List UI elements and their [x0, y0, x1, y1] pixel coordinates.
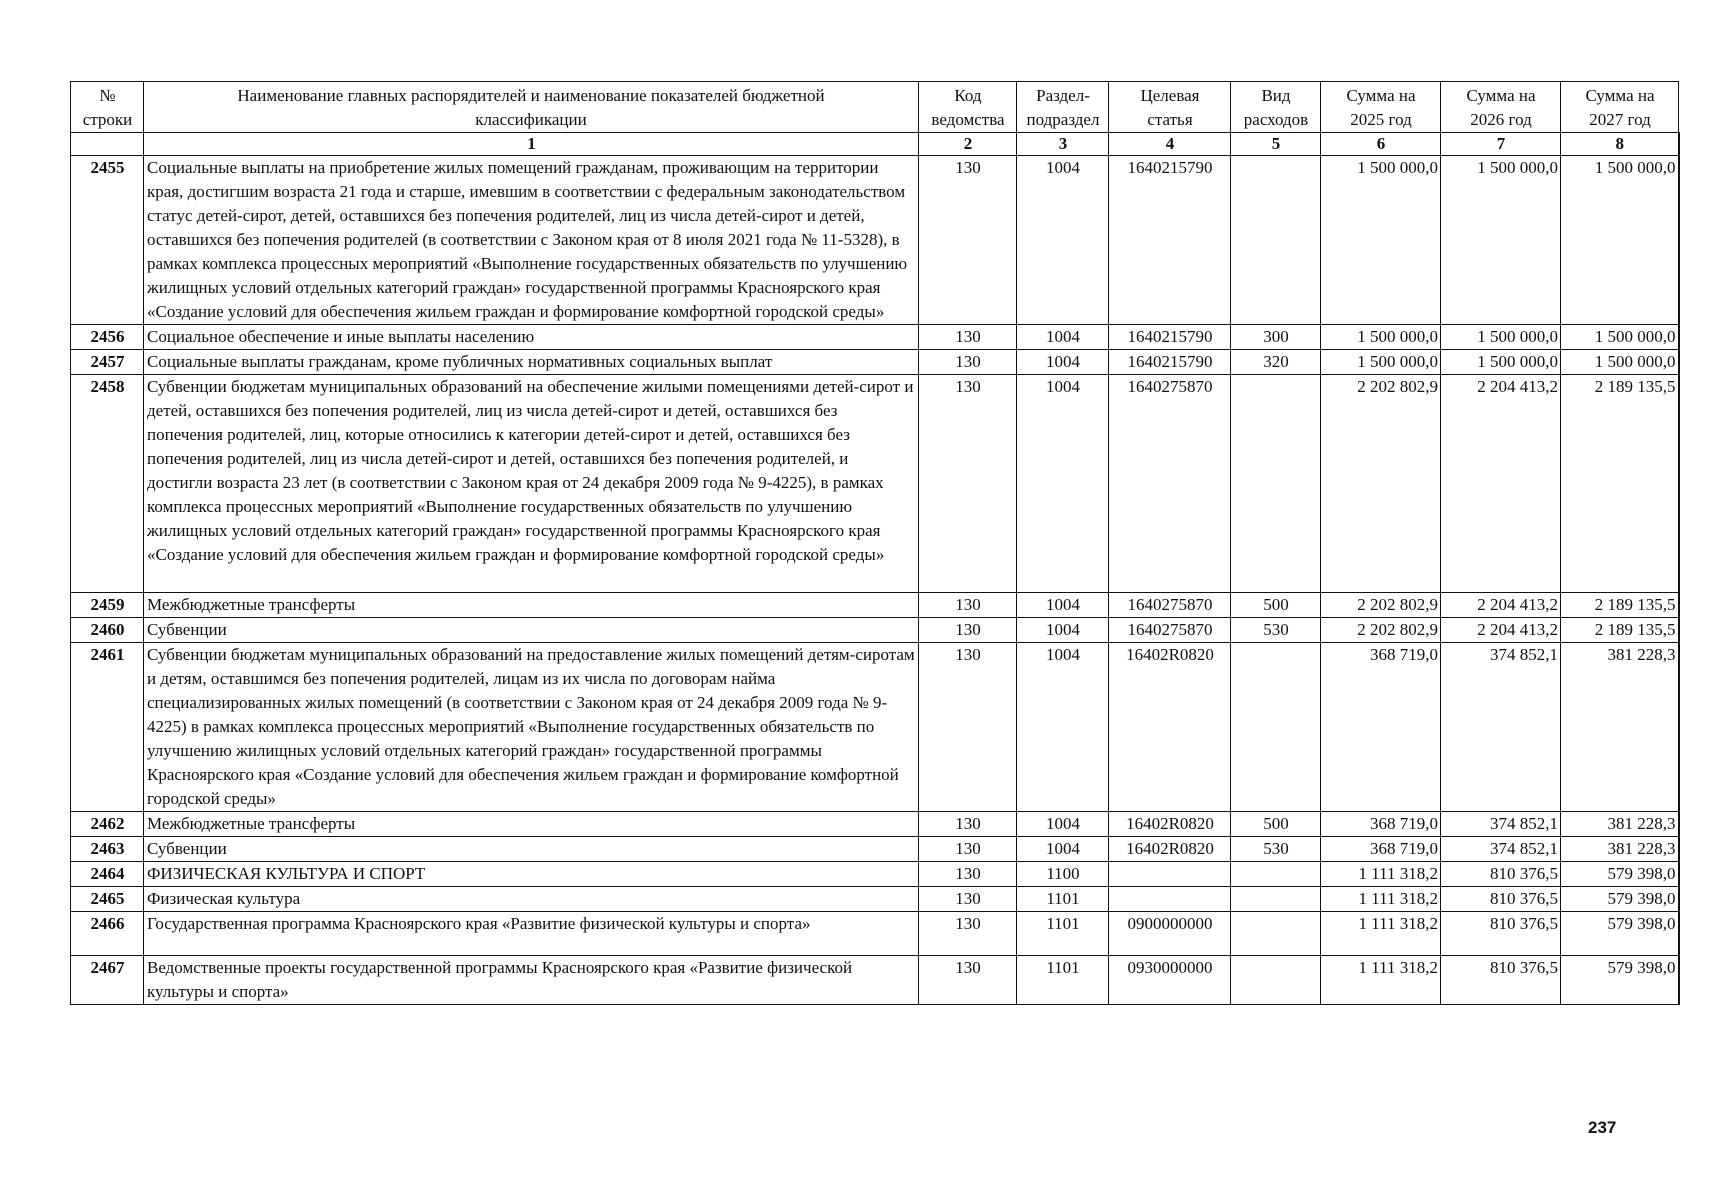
row-sum-2026: 1 500 000,0 [1441, 156, 1561, 325]
column-number: 7 [1441, 133, 1561, 156]
row-type [1231, 156, 1321, 325]
header-target: Целевая [1109, 82, 1231, 109]
row-sum-2026: 810 376,5 [1441, 912, 1561, 956]
row-number: 2458 [71, 375, 144, 593]
header-name: Наименование главных распорядителей и наименование показателей бюджетной классификации [144, 82, 919, 133]
column-number: 3 [1017, 133, 1109, 156]
header-code-2: ведомства [919, 108, 1017, 133]
row-sum-2027: 579 398,0 [1561, 887, 1679, 912]
row-target: 1640215790 [1109, 156, 1231, 325]
row-sum-2027: 2 189 135,5 [1561, 618, 1679, 643]
row-sum-2025: 1 500 000,0 [1321, 325, 1441, 350]
table-row [71, 156, 1679, 325]
row-type [1231, 887, 1321, 912]
row-number: 2466 [71, 912, 144, 956]
header-section-2: подраздел [1017, 108, 1109, 133]
row-code: 130 [919, 956, 1017, 1005]
row-name: Социальные выплаты на приобретение жилых помещений гражданам, проживающим на территории края, достигшим возраста 21 года и старше, имевшим в соответствии с федеральным законодательством статус детей-сирот, детей, оставшихся без попечения родителей, лиц из числа детей-сирот и детей, оставшихся без попечения родителей (в соответствии с Законом края от 8 июля 2021 года № 11-5328), в рамках комплекса процессных мероприятий «Выполнение государственных обязательств по улучшению жилищных условий отдельных категорий граждан» государственной программы Красноярского края «Создание условий для обеспечения жильем граждан и формирование комфортной городской среды» [144, 156, 919, 325]
row-type: 530 [1231, 618, 1321, 643]
row-type: 530 [1231, 837, 1321, 862]
row-target: 16402R0820 [1109, 837, 1231, 862]
row-name: Межбюджетные трансферты [144, 812, 919, 837]
column-number-row [71, 133, 1679, 156]
row-number: 2460 [71, 618, 144, 643]
row-sum-2026: 2 204 413,2 [1441, 375, 1561, 593]
row-sum-2025: 368 719,0 [1321, 643, 1441, 812]
table-row [71, 812, 1679, 837]
row-number: 2463 [71, 837, 144, 862]
row-code: 130 [919, 812, 1017, 837]
row-sum-2027: 2 189 135,5 [1561, 375, 1679, 593]
row-sum-2025: 1 111 318,2 [1321, 912, 1441, 956]
row-sum-2025: 368 719,0 [1321, 837, 1441, 862]
header-2025-2: 2025 год [1321, 108, 1441, 133]
row-sum-2027: 579 398,0 [1561, 956, 1679, 1005]
row-sum-2027: 1 500 000,0 [1561, 350, 1679, 375]
header-2025: Сумма на [1321, 82, 1441, 109]
table-row [71, 593, 1679, 618]
page-number: 237 [1588, 1118, 1617, 1137]
header-section: Раздел- [1017, 82, 1109, 109]
header-type-2: расходов [1231, 108, 1321, 133]
table-row [71, 350, 1679, 375]
row-code: 130 [919, 593, 1017, 618]
row-sum-2026: 374 852,1 [1441, 812, 1561, 837]
row-target: 16402R0820 [1109, 812, 1231, 837]
row-name: Ведомственные проекты государственной программы Красноярского края «Развитие физической культуры и спорта» [144, 956, 919, 1005]
row-number: 2457 [71, 350, 144, 375]
row-sum-2027: 381 228,3 [1561, 812, 1679, 837]
row-code: 130 [919, 837, 1017, 862]
row-sum-2026: 1 500 000,0 [1441, 325, 1561, 350]
row-section: 1004 [1017, 618, 1109, 643]
row-type [1231, 912, 1321, 956]
row-section: 1100 [1017, 862, 1109, 887]
row-code: 130 [919, 862, 1017, 887]
column-number [71, 133, 144, 156]
row-type [1231, 643, 1321, 812]
row-name: ФИЗИЧЕСКАЯ КУЛЬТУРА И СПОРТ [144, 862, 919, 887]
column-number: 8 [1561, 133, 1679, 156]
row-name: Государственная программа Красноярского края «Развитие физической культуры и спорта» [144, 912, 919, 956]
row-code: 130 [919, 350, 1017, 375]
row-name: Субвенции [144, 837, 919, 862]
header-2026-2: 2026 год [1441, 108, 1561, 133]
row-sum-2026: 810 376,5 [1441, 887, 1561, 912]
row-section: 1004 [1017, 593, 1109, 618]
row-number: 2462 [71, 812, 144, 837]
row-target [1109, 862, 1231, 887]
row-number: 2464 [71, 862, 144, 887]
row-code: 130 [919, 156, 1017, 325]
row-sum-2026: 2 204 413,2 [1441, 618, 1561, 643]
header-no: № [71, 82, 144, 109]
row-code: 130 [919, 375, 1017, 593]
row-type: 500 [1231, 593, 1321, 618]
row-type: 320 [1231, 350, 1321, 375]
table-row [71, 618, 1679, 643]
row-name: Субвенции бюджетам муниципальных образований на предоставление жилых помещений детям-сиротам и детям, оставшимся без попечения родителей, лицам из их числа по договорам найма специализированных жилых помещений (в соответствии с Законом края от 24 декабря 2009 года № 9-4225) в рамках комплекса процессных мероприятий «Выполнение государственных обязательств по улучшению жилищных условий отдельных категорий граждан» государственной программы Красноярского края «Создание условий для обеспечения жильем граждан и формирование комфортной городской среды» [144, 643, 919, 812]
row-code: 130 [919, 887, 1017, 912]
row-target: 0900000000 [1109, 912, 1231, 956]
row-target: 0930000000 [1109, 956, 1231, 1005]
row-sum-2027: 2 189 135,5 [1561, 593, 1679, 618]
header-type: Вид [1231, 82, 1321, 109]
row-sum-2025: 1 500 000,0 [1321, 156, 1441, 325]
row-sum-2027: 381 228,3 [1561, 837, 1679, 862]
row-sum-2027: 1 500 000,0 [1561, 325, 1679, 350]
row-sum-2026: 2 204 413,2 [1441, 593, 1561, 618]
column-number: 2 [919, 133, 1017, 156]
row-name: Субвенции бюджетам муниципальных образований на обеспечение жилыми помещениями детей-сирот и детей, оставшихся без попечения родителей, лиц из числа детей-сирот и детей, оставшихся без попечения родителей, лиц, которые относились к категории детей-сирот и детей, оставшихся без попечения родителей, лиц из числа детей-сирот и детей, оставшихся без попечения родителей, и достигли возраста 23 лет (в соответствии с Законом края от 24 декабря 2009 года № 9-4225), в рамках комплекса процессных мероприятий «Выполнение государственных обязательств по улучшению жилищных условий отдельных категорий граждан» государственной программы Красноярского края «Создание условий для обеспечения жильем граждан и формирование комфортной городской среды» [144, 375, 919, 593]
row-code: 130 [919, 325, 1017, 350]
column-number: 4 [1109, 133, 1231, 156]
row-number: 2467 [71, 956, 144, 1005]
row-sum-2026: 374 852,1 [1441, 643, 1561, 812]
row-sum-2025: 2 202 802,9 [1321, 375, 1441, 593]
row-target: 1640215790 [1109, 350, 1231, 375]
table-row [71, 862, 1679, 887]
header-2026: Сумма на [1441, 82, 1561, 109]
budget-table [70, 81, 1680, 1005]
row-code: 130 [919, 618, 1017, 643]
row-section: 1004 [1017, 350, 1109, 375]
header-no-2: строки [71, 108, 144, 133]
row-type [1231, 862, 1321, 887]
row-number: 2465 [71, 887, 144, 912]
row-section: 1101 [1017, 912, 1109, 956]
header-2027: Сумма на [1561, 82, 1679, 109]
row-number: 2461 [71, 643, 144, 812]
row-target: 1640275870 [1109, 375, 1231, 593]
row-section: 1004 [1017, 837, 1109, 862]
row-name: Социальное обеспечение и иные выплаты населению [144, 325, 919, 350]
row-target: 1640275870 [1109, 593, 1231, 618]
table-row [71, 643, 1679, 812]
row-sum-2026: 810 376,5 [1441, 956, 1561, 1005]
row-name: Субвенции [144, 618, 919, 643]
row-name: Физическая культура [144, 887, 919, 912]
row-sum-2027: 579 398,0 [1561, 912, 1679, 956]
row-sum-2025: 1 500 000,0 [1321, 350, 1441, 375]
row-type: 300 [1231, 325, 1321, 350]
header-target-2: статья [1109, 108, 1231, 133]
row-sum-2026: 374 852,1 [1441, 837, 1561, 862]
table-row [71, 837, 1679, 862]
row-sum-2025: 368 719,0 [1321, 812, 1441, 837]
row-section: 1004 [1017, 375, 1109, 593]
column-number: 1 [144, 133, 919, 156]
table-row [71, 375, 1679, 593]
row-target [1109, 887, 1231, 912]
table-row [71, 325, 1679, 350]
row-sum-2027: 381 228,3 [1561, 643, 1679, 812]
row-section: 1101 [1017, 887, 1109, 912]
row-sum-2025: 1 111 318,2 [1321, 887, 1441, 912]
header-code: Код [919, 82, 1017, 109]
table-body [71, 133, 1679, 1005]
row-number: 2456 [71, 325, 144, 350]
row-target: 1640275870 [1109, 618, 1231, 643]
table-row [71, 912, 1679, 956]
row-sum-2025: 2 202 802,9 [1321, 593, 1441, 618]
row-sum-2026: 1 500 000,0 [1441, 350, 1561, 375]
row-sum-2025: 2 202 802,9 [1321, 618, 1441, 643]
table-row [71, 956, 1679, 1005]
row-name: Социальные выплаты гражданам, кроме публичных нормативных социальных выплат [144, 350, 919, 375]
row-section: 1101 [1017, 956, 1109, 1005]
row-number: 2455 [71, 156, 144, 325]
row-sum-2025: 1 111 318,2 [1321, 862, 1441, 887]
row-number: 2459 [71, 593, 144, 618]
row-section: 1004 [1017, 156, 1109, 325]
row-sum-2026: 810 376,5 [1441, 862, 1561, 887]
row-type [1231, 375, 1321, 593]
column-number: 6 [1321, 133, 1441, 156]
row-code: 130 [919, 912, 1017, 956]
row-section: 1004 [1017, 812, 1109, 837]
row-target: 1640215790 [1109, 325, 1231, 350]
row-section: 1004 [1017, 643, 1109, 812]
column-number: 5 [1231, 133, 1321, 156]
row-sum-2027: 1 500 000,0 [1561, 156, 1679, 325]
row-code: 130 [919, 643, 1017, 812]
row-type [1231, 956, 1321, 1005]
row-type: 500 [1231, 812, 1321, 837]
row-name: Межбюджетные трансферты [144, 593, 919, 618]
row-target: 16402R0820 [1109, 643, 1231, 812]
header-2027-2: 2027 год [1561, 108, 1679, 133]
row-section: 1004 [1017, 325, 1109, 350]
row-sum-2027: 579 398,0 [1561, 862, 1679, 887]
table-row [71, 887, 1679, 912]
row-sum-2025: 1 111 318,2 [1321, 956, 1441, 1005]
